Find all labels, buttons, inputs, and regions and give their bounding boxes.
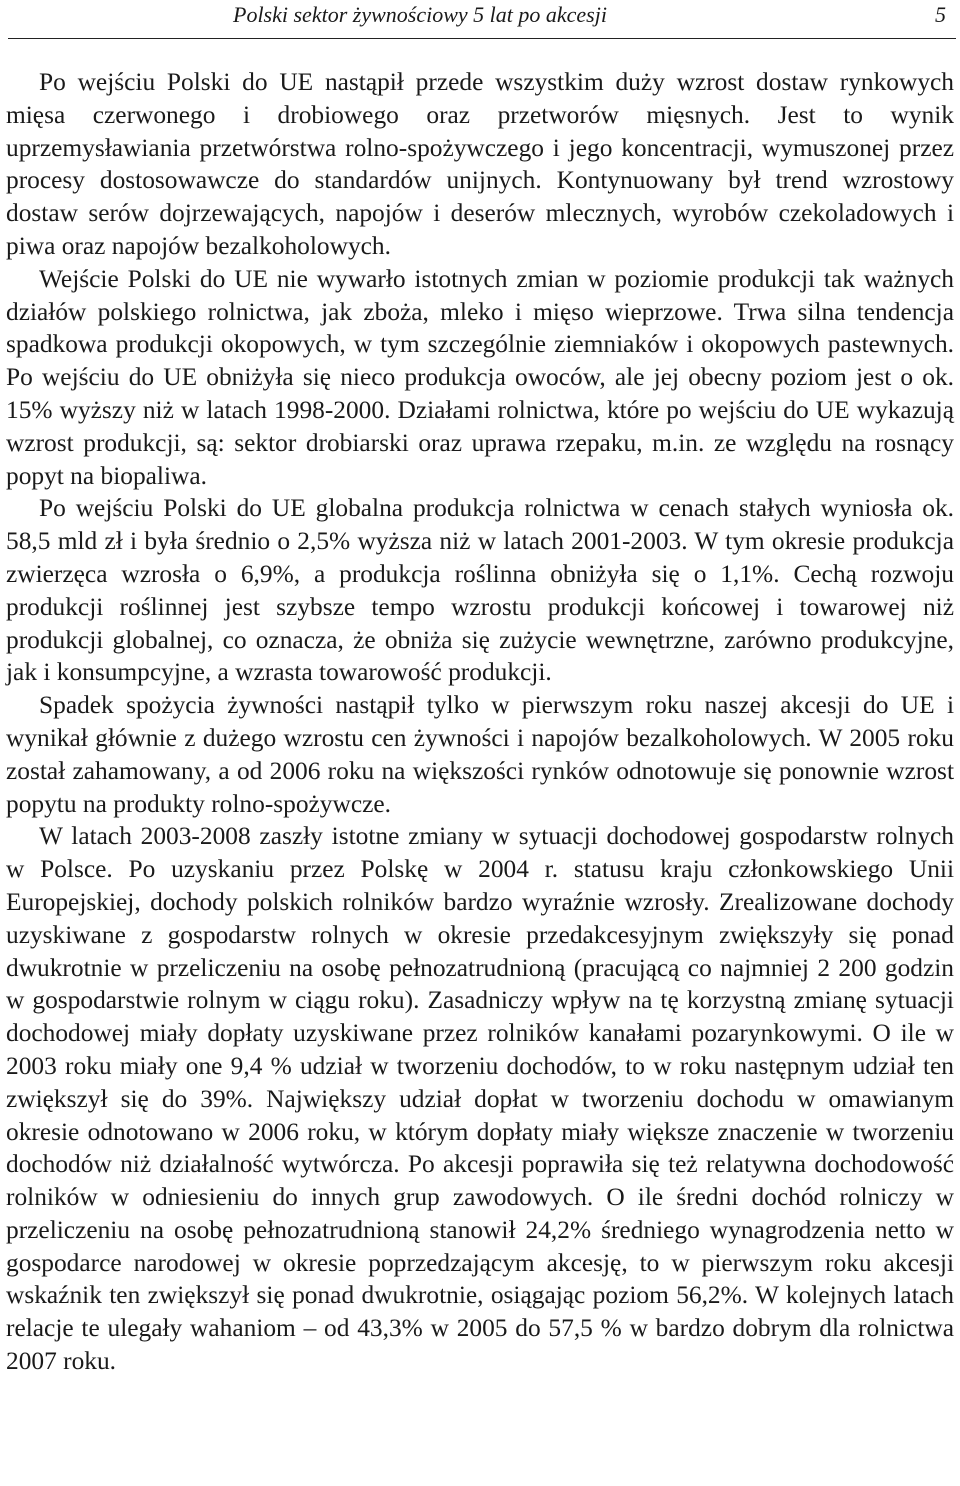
body-text — [6, 66, 954, 1378]
paragraph: W latach 2003-2008 zaszły istotne zmiany w sytuacji dochodowej gospodarstw rolnych w Polsce. Po uzyskaniu przez Polskę w 2004 r. statusu kraju członkowskiego Unii Europejskiej, dochody polskich rolników bardzo wyraźnie wzrosły. Zrealizowane dochody uzyskiwane z gospodarstw rolnych w okresie przedakcesyjnym zwiększyły się ponad dwukrotnie w przeliczeniu na osobę pełnozatrudnioną (pracującą co najmniej 2 200 godzin w gospodarstwie rolnym w ciągu roku). Zasadniczy wpływ na tę korzystną zmianę sytuacji dochodowej miały dopłaty uzyskiwane przez rolników kanałami pozarynkowymi. O ile w 2003 roku miały one 9,4 % udział w tworzeniu dochodów, to w roku następnym udział ten zwiększył się do 39%. Największy udział dopłat w tworzeniu dochodu w omawianym okresie odnotowano w 2006 roku, w którym dopłaty miały większe znaczenie w tworzeniu dochodów niż działalność wytwórcza. Po akcesji poprawiła się też relatywna dochodowość rolników w odniesieniu do innych grup zawodowych. O ile średni dochód rolniczy w przeliczeniu na osobę pełnozatrudnioną stanowił 24,2% średniego wynagrodzenia netto w gospodarce narodowej w okresie poprzedzającym akcesję, to w pierwszym roku akcesji wskaźnik ten zwiększył się ponad dwukrotnie, osiągając poziom 56,2%. W kolejnych latach relacje te ulegały wahaniom – od 43,3% w 2005 do 57,5 % w bardzo dobrym dla rolnictwa 2007 roku. — [6, 822, 954, 1376]
running-title: Polski sektor żywnościowy 5 lat po akcesji — [233, 2, 607, 27]
paragraph: Spadek spożycia żywności nastąpił tylko w pierwszym roku naszej akcesji do UE i wynikał głównie z dużego wzrostu cen żywności i napojów bezalkoholowych. W 2005 roku został zahamowany, a od 2006 roku na większości rynków odnotowuje się ponownie wzrost popytu na produkty rolno-spożywcze. — [6, 691, 954, 818]
page-number: 5 — [935, 2, 946, 27]
paragraph: Po wejściu Polski do UE globalna produkcja rolnictwa w cenach stałych wyniosła ok. 58,5 mld zł i była średnio o 2,5% wyższa niż w latach 2001-2003. W tym okresie produkcja zwierzęca wzrosła o 6,9%, a produkcja roślinna obniżyła się o 1,1%. Cechą rozwoju produkcji roślinnej jest szybsze tempo wzrostu produkcji końcowej i towarowej niż produkcji globalnej, co oznacza, że obniża się zużycie wewnętrzne, zarówno produkcyjne, jak i konsumpcyjne, a wzrasta towarowość produkcji. — [6, 494, 954, 687]
paragraph: Po wejściu Polski do UE nastąpił przede wszystkim duży wzrost dostaw rynkowych mięsa czerwonego i drobiowego oraz przetworów mięsnych. Jest to wynik uprzemysławiania przetwórstwa rolno-spożywczego i jego koncentracji, wymuszonej przez procesy dostosowawcze do standardów unijnych. Kontynuowany był trend wzrostowy dostaw serów dojrzewających, napojów i deserów mlecznych, wyrobów czekoladowych i piwa oraz napojów bezalkoholowych. — [6, 68, 954, 260]
running-header — [8, 0, 956, 39]
paragraph: Wejście Polski do UE nie wywarło istotnych zmian w poziomie produkcji tak ważnych działów polskiego rolnictwa, jak zboża, mleko i mięso wieprzowe. Trwa silna tendencja spadkowa produkcji okopowych, w tym szczególnie ziemniaków i okopowych pastewnych. Po wejściu do UE obniżyła się nieco produkcja owoców, ale jej obecny poziom jest o ok. 15% wyższy niż w latach 1998-2000. Działami rolnictwa, które po wejściu do UE wykazują wzrost produkcji, są: sektor drobiarski oraz uprawa rzepaku, m.in. ze względu na rosnący popyt na biopaliwa. — [6, 264, 954, 490]
